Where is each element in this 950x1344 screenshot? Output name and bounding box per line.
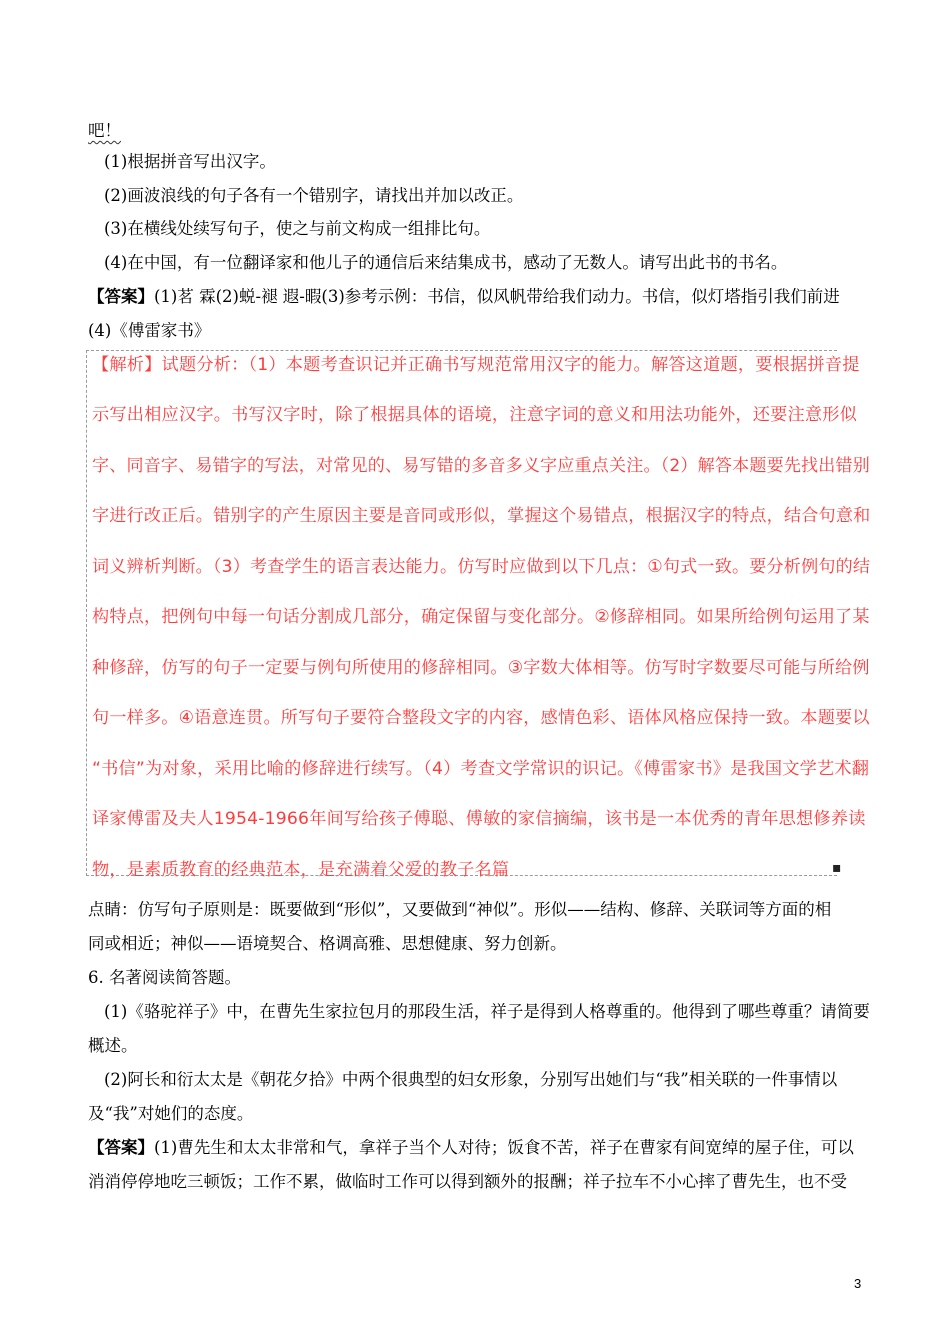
analysis-line: 句一样多。④语意连贯。所写句子要符合整段文字的内容，感情色彩、语体风格应保持一致。本题要以 <box>92 708 870 728</box>
analysis-line: 【解析】试题分析：（1）本题考查识记并正确书写规范常用汉字的能力。解答这道题，要根据拼音提 <box>92 355 860 375</box>
paragraph-mark-icon: ▪ <box>832 860 842 876</box>
analysis-line: 示写出相应汉字。书写汉字时，除了根据具体的语境，注意字词的意义和用法功能外，还要注意形似 <box>92 405 858 425</box>
answer-2-line-2: 消消停停地吃三顿饭；工作不累，做临时工作可以得到额外的报酬；祥子拉车不小心摔了曹先生，也不受 <box>88 1172 847 1191</box>
q6-part-1-line-1: (1)《骆驼祥子》中，在曹先生家拉包月的那段生活，祥子是得到人格尊重的。他得到了哪些尊重？请简要 <box>104 1002 870 1021</box>
analysis-line: “书信”为对象，采用比喻的修辞进行续写。（4）考查文学常识的识记。《傅雷家书》是我国文学艺术翻 <box>92 759 870 779</box>
answer-label: 【答案】 <box>88 287 154 306</box>
question-4: (4)在中国，有一位翻译家和他儿子的通信后来结集成书，感动了无数人。请写出此书的书名。 <box>104 253 788 272</box>
answer-1-line-2: (4)《傅雷家书》 <box>88 321 211 340</box>
tip-line-2: 同或相近；神似——语境契合、格调高雅、思想健康、努力创新。 <box>88 934 567 953</box>
analysis-line: 种修辞，仿写的句子一定要与例句所使用的修辞相同。③字数大体相等。仿写时字数要尽可能与所给例 <box>92 658 870 678</box>
analysis-line: 译家傅雷及夫人1954-1966年间写给孩子傅聪、傅敏的家信摘编，该书是一本优秀的青年思想修养读 <box>92 809 866 829</box>
page-number: 3 <box>854 1276 862 1291</box>
q6-part-2-line-2: 及“我”对她们的态度。 <box>88 1104 254 1123</box>
analysis-line: 构特点，把例句中每一句话分割成几部分，确定保留与变化部分。②修辞相同。如果所给例句运用了某 <box>92 607 870 627</box>
analysis-line: 字、同音字、易错字的写法，对常见的、易写错的多音多义字应重点关注。（2）解答本题要先找出错别 <box>92 456 870 476</box>
top-fragment: 吧！ <box>88 121 121 140</box>
q6-part-2-line-1: (2)阿长和衍太太是《朝花夕拾》中两个很典型的妇女形象，分别写出她们与“我”相关联的一件事情以 <box>104 1070 838 1089</box>
answer-text: (1)曹先生和太太非常和气，拿祥子当个人对待；饭食不苦，祥子在曹家有间宽绰的屋子住，可以 <box>154 1138 854 1157</box>
analysis-line: 词义辨析判断。（3）考查学生的语言表达能力。仿写时应做到以下几点：①句式一致。要分析例句的结 <box>92 557 871 577</box>
question-6-title: 6. 名著阅读简答题。 <box>88 968 241 987</box>
answer-2-line-1 <box>88 1137 854 1159</box>
question-1: (1)根据拼音写出汉字。 <box>104 152 276 171</box>
answer-label: 【答案】 <box>88 1138 154 1157</box>
tip-line-1: 点睛：仿写句子原则是：既要做到“形似”，又要做到“神似”。形似——结构、修辞、关联词等方面的相 <box>88 900 832 919</box>
question-2: (2)画波浪线的句子各有一个错别字，请找出并加以改正。 <box>104 186 524 205</box>
analysis-line: 字进行改正后。错别字的产生原因主要是音同或形似，掌握这个易错点，根据汉字的特点，结合句意和 <box>92 506 871 526</box>
q6-part-1-line-2: 概述。 <box>88 1036 138 1055</box>
answer-1-line-1 <box>88 286 840 308</box>
answer-text: (1)茗 霖(2)蜕-褪 遐-暇(3)参考示例：书信，似风帆带给我们动力。书信，似灯塔指引我们前进 <box>154 287 840 306</box>
analysis-line: 物，是素质教育的经典范本，是充满着父爱的教子名篇 <box>92 860 510 880</box>
question-3: (3)在横线处续写句子，使之与前文构成一组排比句。 <box>104 219 491 238</box>
